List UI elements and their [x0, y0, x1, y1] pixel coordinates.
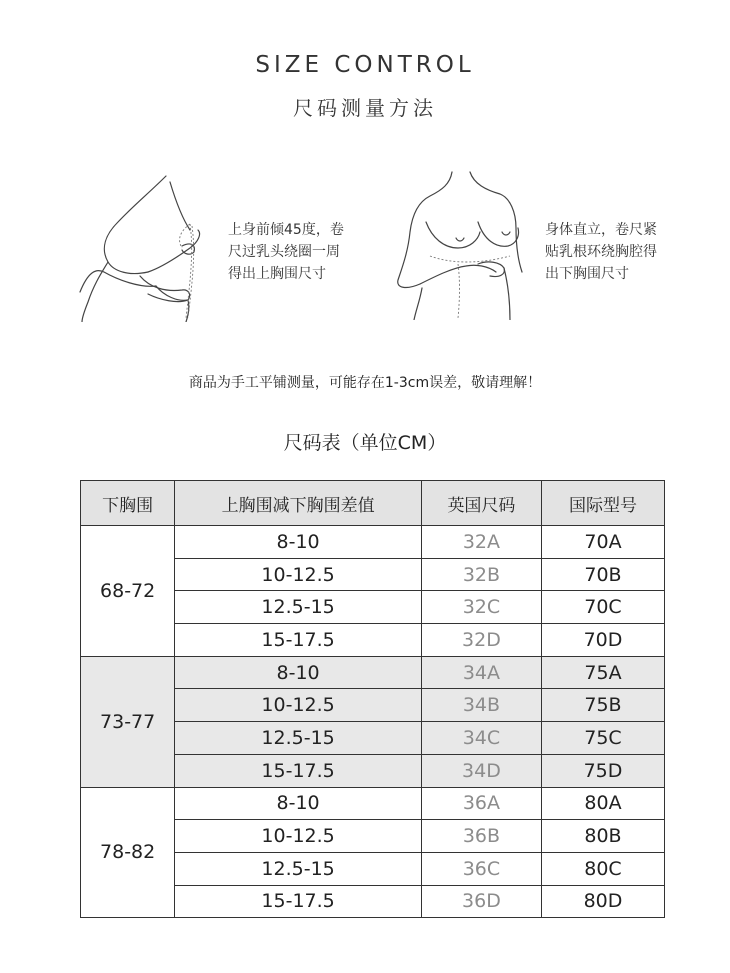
difference-cell: 10-12.5: [175, 820, 422, 853]
intl-size-cell: 70B: [541, 558, 664, 591]
difference-cell: 8-10: [175, 526, 422, 559]
table-row: [81, 787, 665, 820]
instruction-line: 贴乳根环绕胸腔得: [545, 244, 657, 260]
difference-cell: 8-10: [175, 656, 422, 689]
intl-size-cell: 80B: [541, 820, 664, 853]
instruction-line: 出下胸围尺寸: [545, 266, 629, 282]
table-row: [81, 656, 665, 689]
uk-size-cell: 36D: [421, 885, 541, 918]
title-chinese: 尺码测量方法: [293, 96, 437, 120]
difference-cell: 10-12.5: [175, 689, 422, 722]
intl-size-cell: 80D: [541, 885, 664, 918]
intl-size-cell: 75B: [541, 689, 664, 722]
uk-size-cell: 34D: [421, 754, 541, 787]
instruction-line: 得出上胸围尺寸: [228, 266, 326, 282]
uk-size-cell: 32D: [421, 624, 541, 657]
measurement-error-note: 商品为手工平铺测量，可能存在1-3cm误差，敬请理解！: [188, 375, 542, 391]
header-uk-size: 英国尺码: [421, 481, 541, 526]
uk-size-cell: 32C: [421, 591, 541, 624]
intl-size-cell: 80A: [541, 787, 664, 820]
header-underbust: 下胸围: [81, 481, 175, 526]
difference-cell: 12.5-15: [175, 591, 422, 624]
upper-bust-measurement-illustration: [78, 172, 218, 322]
table-header-row: [81, 481, 665, 526]
uk-size-cell: 32B: [421, 558, 541, 591]
band-cell: 78-82: [81, 787, 175, 918]
under-bust-measurement-illustration: [392, 168, 532, 320]
intl-size-cell: 80C: [541, 852, 664, 885]
header-intl-size: 国际型号: [541, 481, 664, 526]
intl-size-cell: 70C: [541, 591, 664, 624]
instruction-line: 尺过乳头绕圈一周: [228, 244, 340, 260]
uk-size-cell: 36C: [421, 852, 541, 885]
table-row: [81, 526, 665, 559]
size-table: [80, 480, 665, 918]
uk-size-cell: 34C: [421, 722, 541, 755]
difference-cell: 15-17.5: [175, 885, 422, 918]
intl-size-cell: 70D: [541, 624, 664, 657]
intl-size-cell: 75D: [541, 754, 664, 787]
uk-size-cell: 36A: [421, 787, 541, 820]
intl-size-cell: 75C: [541, 722, 664, 755]
difference-cell: 10-12.5: [175, 558, 422, 591]
size-table-title: 尺码表（单位CM）: [283, 432, 447, 454]
uk-size-cell: 34B: [421, 689, 541, 722]
uk-size-cell: 34A: [421, 656, 541, 689]
intl-size-cell: 70A: [541, 526, 664, 559]
intl-size-cell: 75A: [541, 656, 664, 689]
band-cell: 73-77: [81, 656, 175, 787]
instruction-line: 身体直立，卷尺紧: [545, 222, 657, 238]
difference-cell: 8-10: [175, 787, 422, 820]
difference-cell: 15-17.5: [175, 624, 422, 657]
uk-size-cell: 32A: [421, 526, 541, 559]
band-cell: 68-72: [81, 526, 175, 657]
difference-cell: 12.5-15: [175, 852, 422, 885]
uk-size-cell: 36B: [421, 820, 541, 853]
header-difference: 上胸围减下胸围差值: [175, 481, 422, 526]
difference-cell: 12.5-15: [175, 722, 422, 755]
instruction-under-bust: [545, 219, 657, 285]
title-english: SIZE CONTROL: [255, 52, 475, 78]
instruction-upper-bust: [228, 219, 344, 285]
difference-cell: 15-17.5: [175, 754, 422, 787]
instruction-line: 上身前倾45度，卷: [228, 222, 344, 238]
